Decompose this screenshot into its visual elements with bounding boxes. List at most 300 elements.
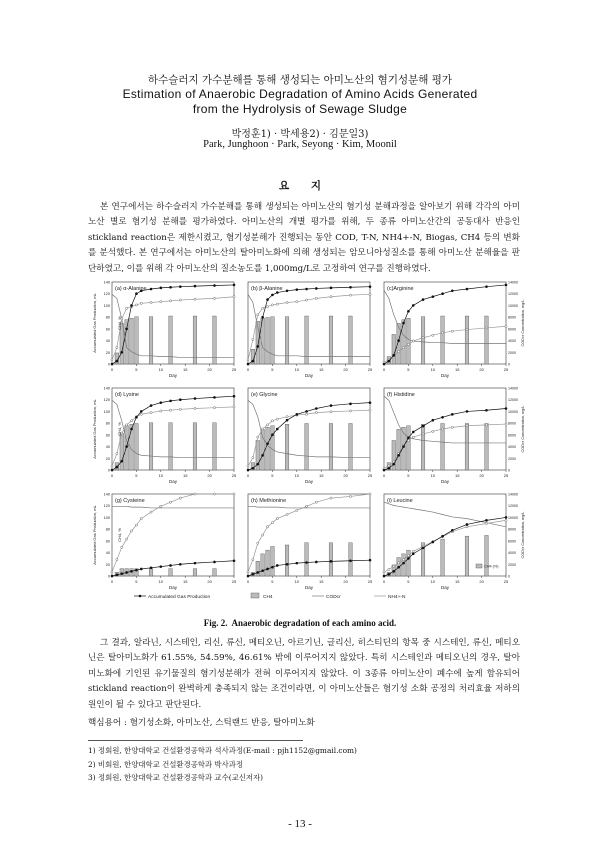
nh4-point bbox=[286, 416, 288, 418]
x-axis-label: Day bbox=[440, 373, 450, 378]
y-tick-label: 20 bbox=[105, 562, 110, 567]
x-tick-label: 20 bbox=[343, 473, 348, 478]
x-tick-label: 5 bbox=[271, 367, 274, 372]
y-right-tick-label: 12000 bbox=[508, 504, 518, 509]
nh4-point bbox=[150, 511, 152, 513]
x-tick-label: 0 bbox=[382, 473, 386, 478]
nh4-point bbox=[247, 465, 249, 467]
x-axis-label: Day bbox=[168, 479, 178, 484]
gas-point bbox=[432, 419, 435, 422]
ch4-bar bbox=[193, 423, 197, 470]
y-right-tick-label: 4000 bbox=[508, 339, 516, 344]
nh4-point bbox=[116, 559, 118, 561]
gas-point bbox=[388, 467, 391, 470]
nh4-point bbox=[286, 301, 288, 303]
x-tick-label: 0 bbox=[246, 367, 250, 372]
nh4-point bbox=[383, 571, 385, 573]
ch4-bar bbox=[305, 424, 309, 470]
nh4-point bbox=[485, 424, 487, 426]
nh4-point bbox=[135, 304, 137, 306]
nh4-point bbox=[160, 410, 162, 412]
gas-point bbox=[330, 560, 333, 563]
legend-ch4-swatch bbox=[251, 593, 259, 598]
nh4-point bbox=[330, 411, 332, 413]
x-tick-label: 25 bbox=[231, 473, 237, 478]
footnote-divider bbox=[88, 740, 303, 741]
nh4-point bbox=[305, 505, 307, 507]
y-right-tick-label: 6000 bbox=[508, 433, 516, 438]
nh4-point bbox=[466, 425, 468, 427]
gas-point bbox=[422, 547, 425, 550]
ch4-bar bbox=[271, 426, 275, 470]
nh4-point bbox=[271, 522, 273, 524]
nh4-point bbox=[305, 413, 307, 415]
gas-point bbox=[369, 285, 372, 288]
x-tick-label: 20 bbox=[207, 579, 212, 584]
gas-point bbox=[505, 516, 508, 519]
ch4-bar bbox=[149, 423, 153, 470]
footnote-2: 2) 비회원, 한양대학교 건설환경공학과 박사과정 bbox=[88, 759, 243, 769]
nh4-point bbox=[257, 542, 259, 544]
y-tick-label: 80 bbox=[105, 527, 110, 532]
abstract-paragraph-1: 본 연구에서는 하수슬러지 가수분해를 통해 생성되는 아미노산의 혐기성 분해과정을 알아보기 위해 각각의 아미노산 별로 혐기성 분해를 평가하였다. 아미노산의 개별 평가를 위해, 두 종류 아미노산간의 공동대사 반응인 stickland reaction은 제한시켰고, 혐기성분해가 진행되는 동안 COD, T-N, NH4+-N, Biogas, CH4 등의 변화를 분석했다. 본 연구에서는 아미노산의 탈아미노화에 의해 생성되는 암모니아성질소를 통해 아미노산 분해율을 판단하였고, 이를 위해 각 아미노산의 질소농도를 1,000mg/L로 고정하여 연구를 진행하였다. bbox=[88, 202, 520, 274]
gas-point bbox=[261, 316, 264, 319]
figure-caption-text: Anaerobic degradation of each amino acid. bbox=[231, 618, 397, 628]
legend-gas-marker bbox=[139, 595, 142, 598]
x-tick-label: 20 bbox=[479, 579, 484, 584]
gas-point bbox=[432, 295, 435, 298]
gas-point bbox=[266, 298, 269, 301]
x-tick-label: 10 bbox=[158, 579, 164, 584]
y-right-tick-label: 8000 bbox=[508, 421, 516, 426]
ch4-bar bbox=[285, 317, 289, 364]
nh4-point bbox=[262, 534, 264, 536]
x-tick-label: 0 bbox=[110, 367, 114, 372]
gas-point bbox=[120, 572, 123, 575]
footnote-3: 3) 정회원, 한양대학교 건설환경공학과 교수(교신저자) bbox=[88, 773, 264, 782]
y-right-tick-label: 12000 bbox=[508, 292, 518, 297]
ch4-bar bbox=[193, 569, 197, 576]
ch4-bar bbox=[329, 543, 333, 576]
ch4-bar bbox=[349, 424, 353, 470]
gas-point bbox=[402, 562, 405, 565]
gas-point bbox=[125, 328, 128, 331]
ch4-bar bbox=[213, 316, 217, 364]
gas-point bbox=[388, 360, 391, 363]
y-tick-label: 20 bbox=[105, 456, 110, 461]
gas-point bbox=[116, 466, 119, 469]
panel-label: (h) Methionine bbox=[251, 498, 287, 504]
nh4-point bbox=[451, 330, 453, 332]
ch4-bar bbox=[329, 424, 333, 470]
figure-caption bbox=[0, 618, 600, 628]
gas-point bbox=[276, 428, 279, 431]
x-tick-label: 0 bbox=[246, 473, 250, 478]
nh4-point bbox=[213, 493, 215, 495]
legend-label: NH4+-N bbox=[388, 595, 406, 600]
gas-point bbox=[412, 304, 415, 307]
gas-point bbox=[412, 431, 415, 434]
ch4-bar bbox=[441, 316, 445, 364]
nh4-point bbox=[140, 518, 142, 520]
gas-point bbox=[505, 407, 508, 410]
y-tick-label: 80 bbox=[105, 421, 110, 426]
panel-label: (c)Arginine bbox=[387, 286, 414, 292]
english-title-line2: from the Hydrolysis of Sewage Sludge bbox=[192, 102, 408, 116]
x-tick-label: 25 bbox=[503, 367, 509, 372]
ch4-bar bbox=[135, 317, 139, 364]
nh4-point bbox=[422, 433, 424, 435]
gas-point bbox=[261, 569, 264, 572]
nh4-point bbox=[160, 301, 162, 303]
ch4-bar bbox=[397, 429, 401, 470]
x-tick-label: 25 bbox=[367, 579, 373, 584]
ch4-bar bbox=[169, 569, 173, 576]
nh4-point bbox=[266, 526, 268, 528]
ch4-bar bbox=[441, 539, 445, 576]
nh4-point bbox=[315, 412, 317, 414]
gas-point bbox=[233, 395, 236, 398]
y-tick-label: 20 bbox=[105, 350, 110, 355]
nh4-point bbox=[422, 337, 424, 339]
x-tick-label: 20 bbox=[343, 579, 348, 584]
y-tick-label: 0 bbox=[107, 574, 110, 579]
y-right-tick-label: 0 bbox=[508, 468, 510, 473]
ch4-bar bbox=[213, 423, 217, 470]
figure-svg bbox=[88, 276, 525, 616]
cod-axis-label: CODcr Concentration, mg/L bbox=[521, 511, 525, 559]
y-tick-label: 60 bbox=[105, 539, 110, 544]
gas-point bbox=[305, 410, 308, 413]
legend-label: Accumulated Gas Production bbox=[148, 595, 211, 600]
inset-legend-label: CH4 (%) bbox=[484, 564, 499, 569]
nh4-point bbox=[233, 406, 235, 408]
nh4-point bbox=[266, 424, 268, 426]
nh4-point bbox=[412, 340, 414, 342]
gas-point bbox=[349, 559, 352, 562]
nh4-point bbox=[296, 509, 298, 511]
legend-label: CODcr bbox=[326, 595, 341, 600]
nh4-point bbox=[432, 430, 434, 432]
gas-point bbox=[296, 413, 299, 416]
ch4-bar bbox=[465, 536, 469, 576]
gas-point bbox=[505, 284, 508, 287]
ch4-bar bbox=[213, 569, 217, 576]
y-tick-label: 80 bbox=[105, 315, 110, 320]
gas-point bbox=[305, 561, 308, 564]
nh4-point bbox=[276, 518, 278, 520]
x-tick-label: 5 bbox=[271, 473, 274, 478]
y-tick-label: 60 bbox=[105, 327, 110, 332]
gas-point bbox=[261, 454, 264, 457]
y-tick-label: 0 bbox=[107, 468, 110, 473]
footnotes bbox=[88, 744, 520, 785]
nh4-point bbox=[393, 565, 395, 567]
x-tick-label: 20 bbox=[479, 473, 484, 478]
ch4-bar bbox=[485, 535, 489, 576]
gas-point bbox=[169, 286, 172, 289]
korean-title: 하수슬러지 가수분해를 통해 생성되는 아미노산의 혐기성분해 평가 bbox=[147, 74, 453, 86]
authors-english: Park, Junghoon · Park, Seyong · Kim, Moonil bbox=[203, 139, 397, 150]
gas-point bbox=[315, 407, 318, 410]
nh4-point bbox=[276, 418, 278, 420]
y-right-tick-label: 8000 bbox=[508, 315, 516, 320]
gas-point bbox=[315, 287, 318, 290]
gas-point bbox=[286, 289, 289, 292]
nh4-point bbox=[179, 408, 181, 410]
x-tick-label: 15 bbox=[318, 579, 324, 584]
x-tick-label: 20 bbox=[207, 473, 212, 478]
ch4-bar bbox=[421, 317, 425, 364]
y-tick-label: 60 bbox=[105, 433, 110, 438]
abstract-paragraph-2: 그 결과, 알라닌, 시스테인, 리신, 류신, 메티오닌, 아르기닌, 글리신, 히스티딘의 항목 중 시스테인, 류신, 메티오닌은 탈아미노화가 61.55%, 54.59%, 46.61% 밖에 이루어지지 않았다. 특히 시스테인과 메티오닌의 경우, 탈아미노화에 기인된 유기물질의 혐기성분해가 전혀 이루어지지 않았다. 이 3종류 아미노산이 폐수에 높게 함유되어 stickland reaction이 완벽하게 충족되지 않는 조건이라면, 이 아미노산들은 혐기성 소화 공정의 처리효율 저하의 원인이 될 수 있다고 판단된다. bbox=[88, 638, 520, 710]
panel-label: (b) β-Alanine bbox=[251, 286, 283, 292]
nh4-point bbox=[213, 297, 215, 299]
nh4-point bbox=[369, 493, 371, 495]
x-tick-label: 5 bbox=[135, 473, 138, 478]
ch4-bar bbox=[135, 424, 139, 470]
footnote-1: 1) 정회원, 한양대학교 건설환경공학과 석사과정(E-mail : pjh1152@gmail.com) bbox=[88, 746, 357, 755]
gas-point bbox=[120, 351, 123, 354]
gas-point bbox=[276, 564, 279, 567]
gas-point bbox=[441, 535, 444, 538]
ch4-bar bbox=[485, 424, 489, 470]
x-tick-label: 25 bbox=[231, 367, 237, 372]
gas-point bbox=[135, 569, 138, 572]
gas-point bbox=[194, 562, 197, 565]
nh4-point bbox=[126, 538, 128, 540]
gas-point bbox=[252, 467, 255, 470]
nh4-point bbox=[441, 428, 443, 430]
x-tick-label: 15 bbox=[318, 367, 324, 372]
ch4-bar bbox=[266, 318, 270, 364]
x-tick-label: 10 bbox=[158, 473, 164, 478]
nh4-point bbox=[505, 423, 507, 425]
y-tick-label: 120 bbox=[103, 398, 110, 403]
y-axis-label: Accumulated Gas Production, mL bbox=[92, 293, 97, 353]
panel-label: (e) Glycine bbox=[251, 392, 278, 398]
nh4-point bbox=[111, 571, 113, 573]
gas-point bbox=[392, 354, 395, 357]
x-tick-label: 10 bbox=[430, 579, 436, 584]
gas-point bbox=[213, 561, 216, 564]
ch4-bar bbox=[271, 546, 275, 576]
y-right-tick-label: 10000 bbox=[508, 515, 518, 520]
nh4-point bbox=[407, 343, 409, 345]
nh4-point bbox=[247, 359, 249, 361]
x-axis-label: Day bbox=[304, 373, 314, 378]
nh4-point bbox=[262, 428, 264, 430]
x-axis-label: Day bbox=[168, 373, 178, 378]
y-tick-label: 100 bbox=[103, 303, 110, 308]
gas-point bbox=[150, 567, 153, 570]
ch4-bar bbox=[266, 550, 270, 576]
x-tick-label: 15 bbox=[182, 579, 188, 584]
ch4-bar bbox=[349, 543, 353, 576]
ch4-axis-label: CH4, % bbox=[117, 316, 122, 330]
gas-point bbox=[305, 288, 308, 291]
y-right-tick-label: 0 bbox=[508, 574, 510, 579]
english-title-line1: Estimation of Anaerobic Degradation of Amino Acids Generated bbox=[122, 87, 478, 101]
y-right-tick-label: 4000 bbox=[508, 551, 516, 556]
gas-point bbox=[349, 286, 352, 289]
x-tick-label: 5 bbox=[407, 579, 410, 584]
ch4-bar bbox=[256, 561, 260, 576]
ch4-bar bbox=[441, 424, 445, 470]
nh4-point bbox=[466, 526, 468, 528]
y-right-tick-label: 10000 bbox=[508, 409, 518, 414]
nh4-point bbox=[130, 420, 132, 422]
nh4-point bbox=[398, 562, 400, 564]
x-tick-label: 15 bbox=[454, 367, 460, 372]
gas-point bbox=[466, 410, 469, 413]
nh4-point bbox=[213, 407, 215, 409]
nh4-point bbox=[349, 294, 351, 296]
nh4-point bbox=[412, 436, 414, 438]
y-right-tick-label: 2000 bbox=[508, 456, 516, 461]
x-tick-label: 0 bbox=[110, 473, 114, 478]
y-right-tick-label: 0 bbox=[508, 362, 510, 367]
y-axis-label: Accumulated Gas Production, mL bbox=[92, 399, 97, 459]
keywords: 핵심용어 : 혐기성소화, 아미노산, 스틱랜드 반응, 탈아미노화 bbox=[88, 718, 315, 728]
gas-point bbox=[179, 285, 182, 288]
gas-point bbox=[392, 570, 395, 573]
nh4-point bbox=[466, 328, 468, 330]
gas-point bbox=[169, 564, 172, 567]
nh4-point bbox=[296, 301, 298, 303]
y-tick-label: 120 bbox=[103, 504, 110, 509]
gas-point bbox=[194, 397, 197, 400]
gas-point bbox=[369, 559, 372, 562]
y-right-tick-label: 6000 bbox=[508, 539, 516, 544]
x-tick-label: 0 bbox=[382, 367, 386, 372]
gas-point bbox=[160, 287, 163, 290]
ch4-bar bbox=[407, 426, 411, 470]
x-tick-label: 10 bbox=[294, 367, 300, 372]
x-tick-label: 5 bbox=[407, 473, 410, 478]
gas-point bbox=[451, 529, 454, 532]
gas-point bbox=[451, 289, 454, 292]
x-axis-label: Day bbox=[440, 479, 450, 484]
gas-point bbox=[407, 310, 410, 313]
gas-point bbox=[451, 413, 454, 416]
gas-point bbox=[397, 454, 400, 457]
ch4-bar bbox=[261, 429, 265, 470]
gas-point bbox=[402, 445, 405, 448]
ch4-bar bbox=[465, 424, 469, 470]
cod-axis-label: CODcr Concentration, mg/L bbox=[521, 299, 525, 347]
gas-point bbox=[120, 460, 123, 463]
gas-point bbox=[286, 419, 289, 422]
gas-point bbox=[422, 425, 425, 428]
gas-point bbox=[252, 573, 255, 576]
x-tick-label: 0 bbox=[382, 579, 386, 584]
cod-axis-label: CODcr Concentration, mg/L bbox=[521, 405, 525, 453]
nh4-point bbox=[169, 300, 171, 302]
y-right-tick-label: 4000 bbox=[508, 445, 516, 450]
x-tick-label: 5 bbox=[135, 579, 138, 584]
nh4-point bbox=[330, 296, 332, 298]
ch4-bar bbox=[392, 334, 396, 364]
nh4-point bbox=[111, 359, 113, 361]
ch4-bar bbox=[465, 316, 469, 364]
gas-point bbox=[252, 360, 255, 363]
nh4-point bbox=[398, 351, 400, 353]
gas-point bbox=[233, 284, 236, 287]
x-tick-label: 15 bbox=[182, 367, 188, 372]
gas-point bbox=[407, 557, 410, 560]
gas-point bbox=[130, 570, 133, 573]
panel-label: (f) Histidine bbox=[387, 392, 415, 398]
nh4-point bbox=[194, 493, 196, 495]
gas-point bbox=[485, 285, 488, 288]
nh4-point bbox=[505, 519, 507, 521]
x-tick-label: 0 bbox=[246, 579, 250, 584]
nh4-point bbox=[111, 465, 113, 467]
gas-point bbox=[213, 284, 216, 287]
nh4-point bbox=[349, 410, 351, 412]
nh4-point bbox=[286, 513, 288, 515]
gas-point bbox=[466, 288, 469, 291]
nh4-point bbox=[262, 307, 264, 309]
nh4-point bbox=[252, 457, 254, 459]
ch4-bar bbox=[285, 545, 289, 576]
x-tick-label: 15 bbox=[454, 473, 460, 478]
ch4-bar bbox=[266, 427, 270, 470]
gas-point bbox=[160, 565, 163, 568]
nh4-point bbox=[271, 420, 273, 422]
x-tick-label: 10 bbox=[158, 367, 164, 372]
gas-point bbox=[388, 573, 391, 576]
y-axis-label: Accumulated Gas Production, mL bbox=[92, 505, 97, 565]
gas-point bbox=[271, 434, 274, 437]
gas-point bbox=[179, 563, 182, 566]
gas-point bbox=[266, 568, 269, 571]
gas-point bbox=[233, 559, 236, 562]
x-tick-label: 20 bbox=[479, 367, 484, 372]
panel-label: (i) Leucine bbox=[387, 498, 413, 504]
gas-point bbox=[315, 561, 318, 564]
abstract-heading: 요 지 bbox=[279, 180, 321, 192]
nh4-point bbox=[116, 347, 118, 349]
nh4-point bbox=[252, 338, 254, 340]
y-right-tick-label: 8000 bbox=[508, 527, 516, 532]
nh4-point bbox=[388, 568, 390, 570]
nh4-point bbox=[233, 493, 235, 495]
ch4-bar bbox=[130, 318, 134, 364]
ch4-bar bbox=[485, 316, 489, 364]
gas-point bbox=[349, 403, 352, 406]
nh4-point bbox=[485, 522, 487, 524]
x-tick-label: 5 bbox=[407, 367, 410, 372]
nh4-point bbox=[179, 299, 181, 301]
gas-point bbox=[369, 401, 372, 404]
ch4-axis-label: CH4, % bbox=[117, 422, 122, 436]
x-tick-label: 25 bbox=[367, 367, 373, 372]
nh4-point bbox=[257, 314, 259, 316]
y-right-tick-label: 14000 bbox=[508, 386, 518, 391]
gas-point bbox=[125, 571, 128, 574]
panel-frame bbox=[112, 494, 234, 576]
gas-point bbox=[116, 360, 119, 363]
nh4-point bbox=[407, 554, 409, 556]
nh4-point bbox=[266, 306, 268, 308]
gas-point bbox=[441, 292, 444, 295]
nh4-point bbox=[388, 465, 390, 467]
gas-point bbox=[271, 566, 274, 569]
inset-legend-swatch bbox=[476, 564, 482, 568]
gas-point bbox=[266, 442, 269, 445]
